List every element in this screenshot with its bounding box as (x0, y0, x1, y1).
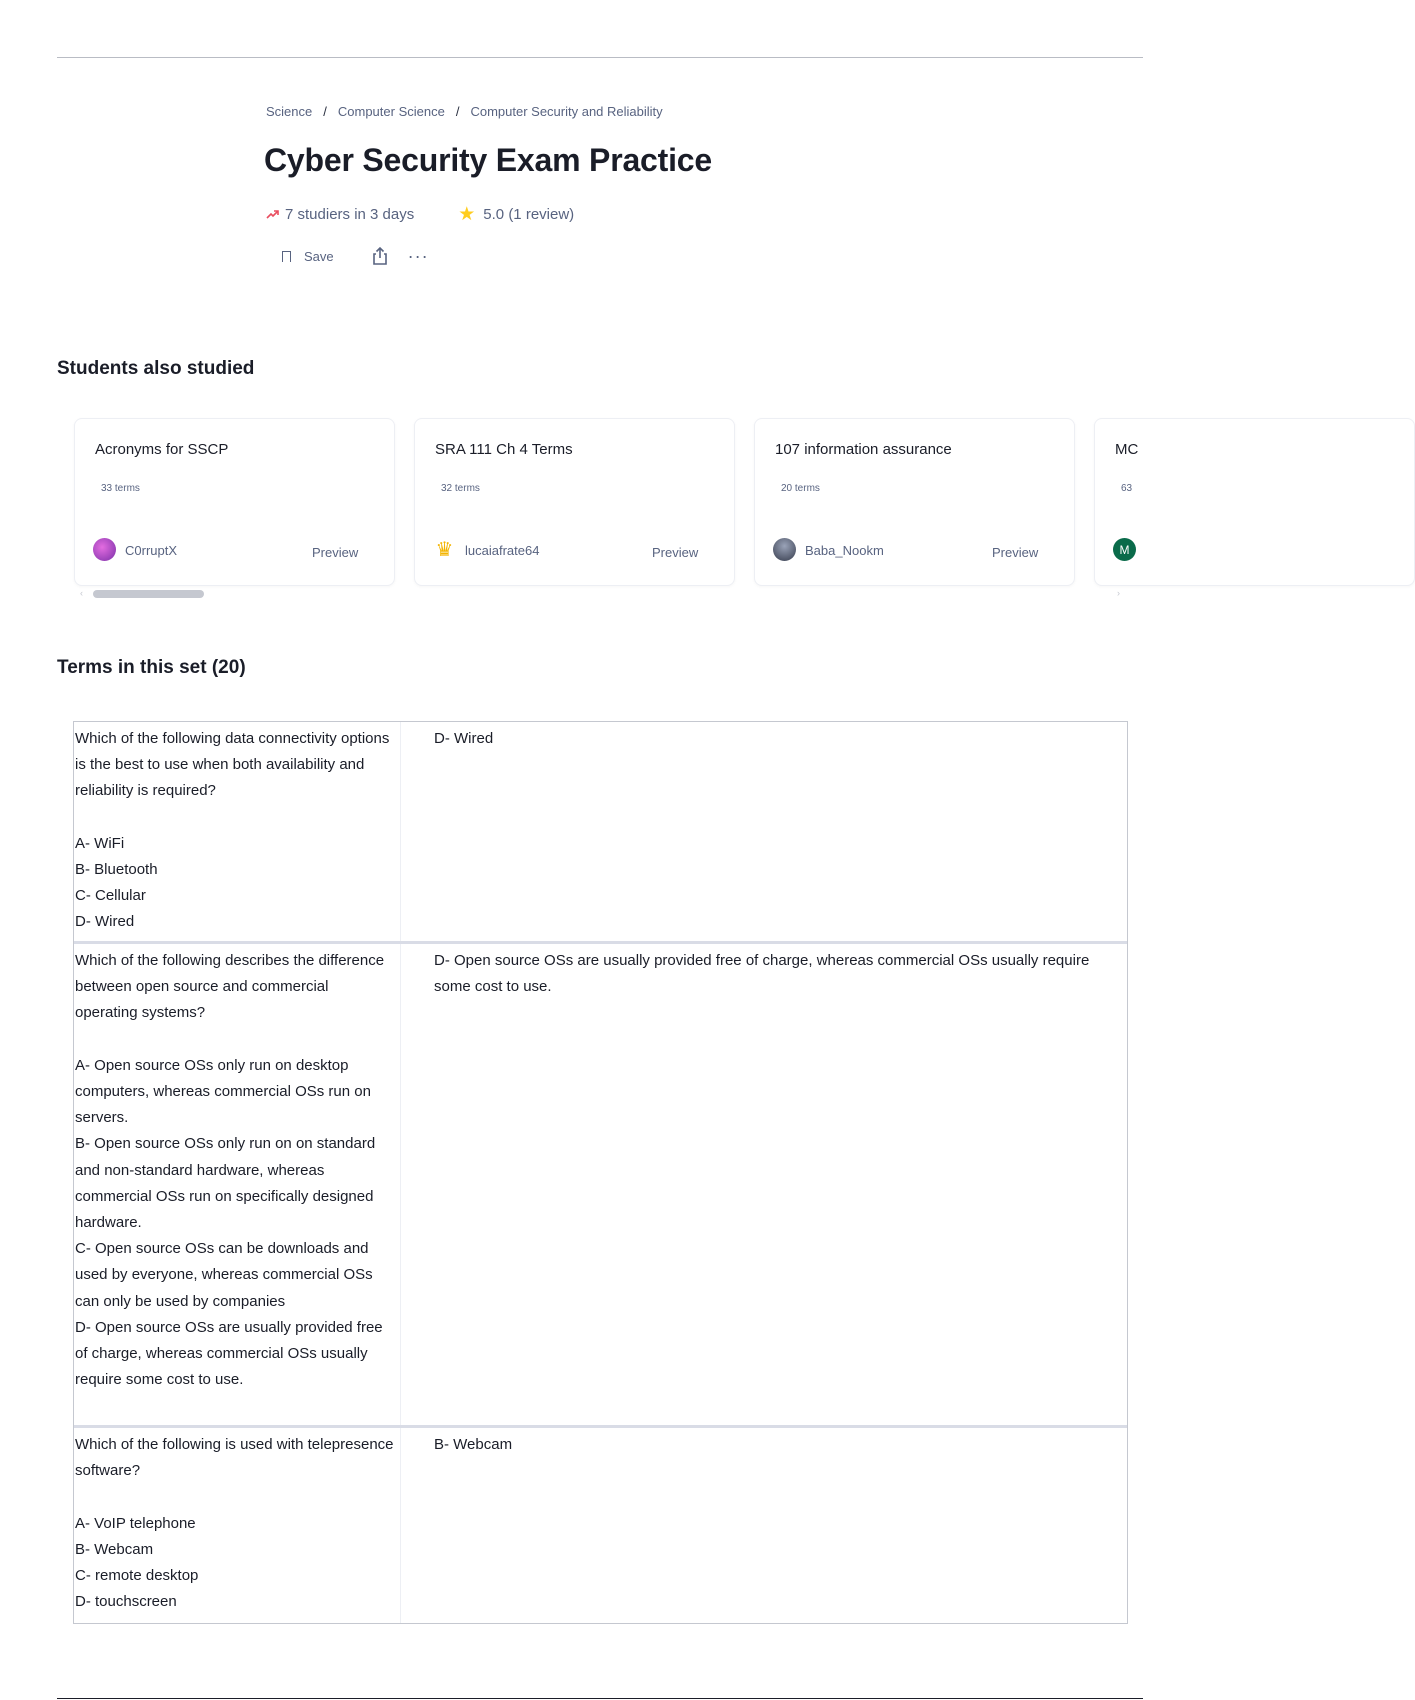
breadcrumb (266, 104, 663, 119)
breadcrumb-science[interactable]: Science (266, 104, 313, 119)
preview-button[interactable]: Preview (312, 545, 359, 560)
set-meta (266, 203, 574, 226)
crown-avatar-icon: ♛ (435, 539, 454, 561)
bottom-divider (57, 1698, 1143, 1699)
letter-avatar-icon: M (1113, 538, 1136, 561)
save-button[interactable] (282, 249, 334, 264)
term-row (74, 1428, 1127, 1623)
card-term-count: 33 terms (101, 483, 140, 494)
card-title: 107 information assurance (775, 441, 952, 458)
card-title: Acronyms for SSCP (95, 441, 229, 458)
top-divider (57, 57, 1143, 58)
share-icon[interactable] (370, 246, 390, 266)
card-username[interactable]: Baba_Nookm (805, 543, 884, 558)
set-actions (282, 246, 429, 266)
study-set-card[interactable] (754, 418, 1075, 586)
term-row (74, 722, 1127, 944)
rating-text[interactable]: 5.0 (1 review) (483, 206, 575, 223)
bookmark-icon (282, 251, 291, 262)
also-studied-heading: Students also studied (57, 358, 255, 379)
term-answer: B- Webcam (434, 1436, 513, 1453)
more-options-icon[interactable]: ··· (407, 246, 429, 266)
term-question: Which of the following describes the difference between open source and commercial operating systems? A- Open source OSs only run on desktop computers, whereas commercial OSs run on servers. B- Open source OSs only run on on standard and non-standard hardware, whereas commercial OSs run on specifically designed hardware. C- Open source OSs can be downloads and used by everyone, whereas commercial OSs can only be used by companies D- Open source OSs are usually provided free of charge, whereas commercial OSs usually require some cost to use. (74, 944, 401, 1425)
card-title: MC (1115, 441, 1139, 458)
card-username[interactable]: lucaiafrate64 (465, 543, 540, 558)
breadcrumb-computer-security[interactable]: Computer Security and Reliability (470, 104, 663, 119)
star-icon: ★ (458, 204, 476, 225)
also-studied-carousel (74, 418, 1139, 588)
term-question: Which of the following is used with telepresence software? A- VoIP telephone B- Webcam C- remote desktop D- touchscreen (74, 1428, 401, 1623)
trending-icon (266, 207, 279, 222)
scroll-left-icon[interactable]: ‹ (80, 588, 83, 598)
term-row (74, 944, 1127, 1428)
study-set-card[interactable] (74, 418, 395, 586)
term-answer: D- Wired (434, 730, 494, 747)
card-username[interactable]: C0rruptX (125, 543, 178, 558)
studiers-count: 7 studiers in 3 days (285, 206, 415, 223)
scrollbar-thumb[interactable] (93, 590, 204, 598)
study-set-card[interactable] (414, 418, 735, 586)
term-answer: D- Open source OSs are usually provided free of charge, whereas commercial OSs usually require some cost to use. (434, 952, 1090, 996)
photo-avatar-icon (773, 538, 796, 561)
breadcrumb-separator: / (455, 104, 460, 119)
preview-button[interactable]: Preview (652, 545, 699, 560)
breadcrumb-computer-science[interactable]: Computer Science (337, 104, 445, 119)
terms-heading: Terms in this set (20) (57, 657, 246, 678)
breadcrumb-separator: / (323, 104, 327, 119)
save-label: Save (304, 248, 334, 264)
preview-button[interactable]: Preview (992, 545, 1039, 560)
study-set-card[interactable] (1094, 418, 1415, 586)
card-term-count: 63 (1121, 483, 1133, 494)
page-title: Cyber Security Exam Practice (264, 142, 712, 178)
card-title: SRA 111 Ch 4 Terms (435, 441, 573, 458)
scroll-right-icon[interactable]: › (1117, 588, 1120, 598)
carousel-scrollbar[interactable] (80, 588, 1120, 598)
purple-avatar-icon (93, 538, 116, 561)
card-term-count: 20 terms (781, 483, 820, 494)
card-term-count: 32 terms (441, 483, 480, 494)
term-question: Which of the following data connectivity options is the best to use when both availability and reliability is required? A- WiFi B- Bluetooth C- Cellular D- Wired (74, 722, 401, 941)
terms-table (73, 721, 1128, 1624)
